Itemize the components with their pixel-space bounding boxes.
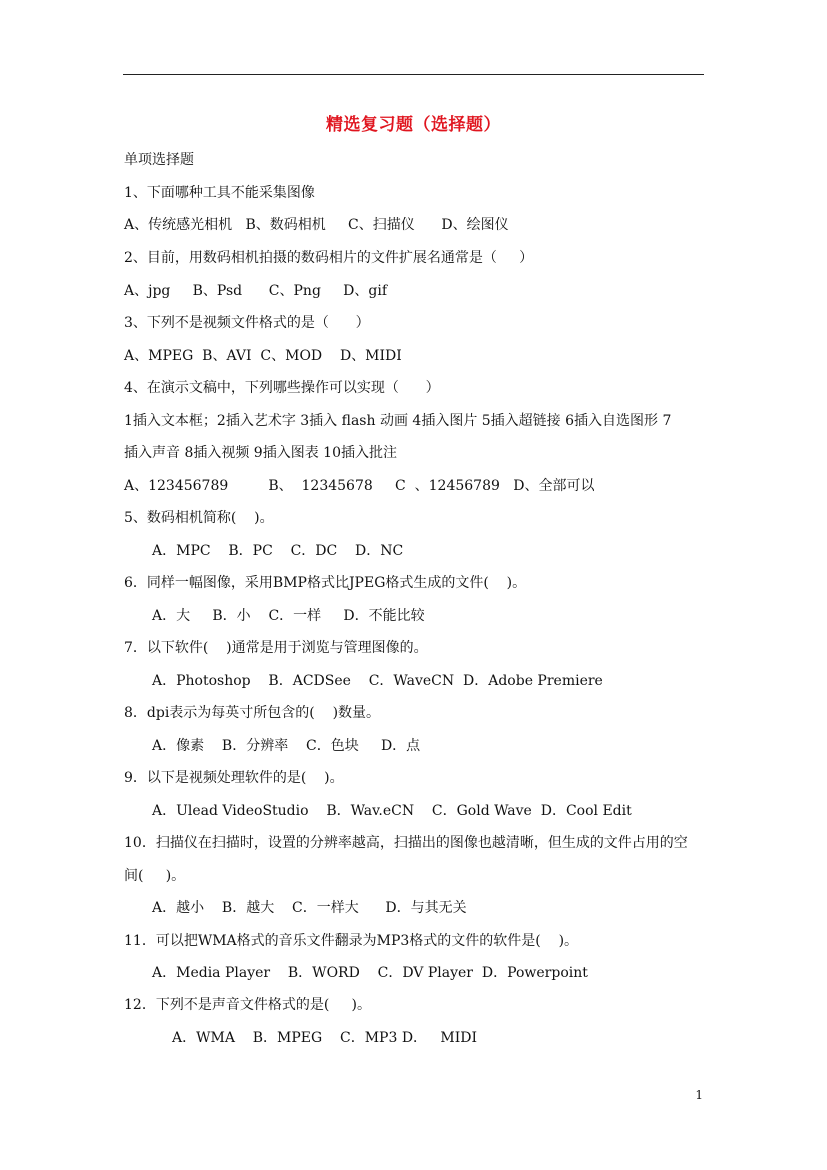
question-6: 6．同样一幅图像，采用BMP格式比JPEG格式生成的文件( )。 xyxy=(124,575,527,591)
header-rule xyxy=(123,74,704,75)
question-10-options: A．越小 B．越大 C．一样大 D．与其无关 xyxy=(152,900,467,916)
question-7: 7．以下软件( )通常是用于浏览与管理图像的。 xyxy=(124,640,428,656)
question-11: 11．可以把WMA格式的音乐文件翻录为MP3格式的文件的软件是( )。 xyxy=(124,933,579,949)
question-4-list-cont: 插入声音 8插入视频 9插入图表 10插入批注 xyxy=(124,445,397,461)
question-3: 3、下列不是视频文件格式的是（ ） xyxy=(124,315,370,331)
question-4-list: 1插入文本框；2插入艺术字 3插入 flash 动画 4插入图片 5插入超链接 6插入自选图形 7 xyxy=(124,413,672,429)
document-title: 精选复习题（选择题） xyxy=(326,115,501,135)
question-8-options: A．像素 B．分辨率 C．色块 D．点 xyxy=(152,738,421,754)
question-10: 10．扫描仪在扫描时，设置的分辨率越高，扫描出的图像也越清晰，但生成的文件占用的空 xyxy=(124,835,688,851)
question-5-options: A．MPC B．PC C．DC D．NC xyxy=(152,543,404,559)
question-4: 4、在演示文稿中，下列哪些操作可以实现（ ） xyxy=(124,380,440,396)
question-10-cont: 间( )。 xyxy=(124,868,186,884)
question-5: 5、数码相机简称( )。 xyxy=(124,510,274,526)
question-1-options: A、传统感光相机 B、数码相机 C、扫描仪 D、绘图仪 xyxy=(124,217,509,233)
question-8: 8．dpi表示为每英寸所包含的( )数量。 xyxy=(124,705,381,721)
question-12-options: A．WMA B．MPEG C．MP3 D． MIDI xyxy=(172,1030,478,1046)
question-12: 12．下列不是声音文件格式的是( )。 xyxy=(124,997,371,1013)
question-1: 1、下面哪种工具不能采集图像 xyxy=(124,185,315,201)
question-7-options: A．Photoshop B．ACDSee C．WaveCN D．Adobe Premiere xyxy=(152,673,603,689)
question-3-options: A、MPEG B、AVI C、MOD D、MIDI xyxy=(124,348,402,364)
question-9: 9．以下是视频处理软件的是( )。 xyxy=(124,770,344,786)
question-2-options: A、jpg B、Psd C、Png D、gif xyxy=(124,283,388,299)
section-heading: 单项选择题 xyxy=(124,152,194,168)
question-2: 2、目前，用数码相机拍摄的数码相片的文件扩展名通常是（ ） xyxy=(124,250,534,266)
question-11-options: A．Media Player B．WORD C．DV Player D．Powerpoint xyxy=(152,965,588,981)
question-4-options: A、123456789 B、 12345678 C 、12456789 D、全部可以 xyxy=(124,478,595,494)
question-6-options: A．大 B．小 C．一样 D．不能比较 xyxy=(152,608,425,624)
page-number: 1 xyxy=(695,1088,703,1102)
question-9-options: A．Ulead VideoStudio B．Wav.eCN C．Gold Wave D．Cool Edit xyxy=(152,803,632,819)
